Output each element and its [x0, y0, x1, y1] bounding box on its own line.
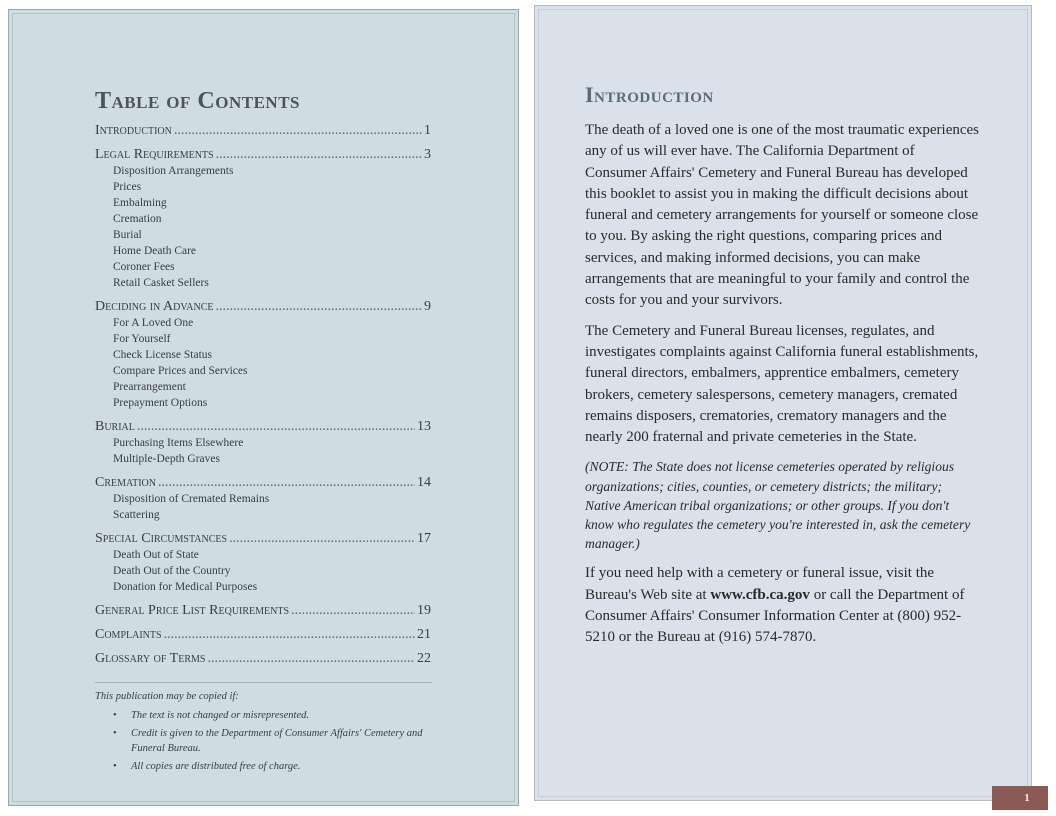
toc-subentry[interactable]: For A Loved One — [113, 317, 194, 329]
toc-subentry[interactable]: Embalming — [113, 197, 167, 209]
page-number-badge: 1 — [992, 786, 1048, 810]
copy-notice-intro: This publication may be copied if: — [95, 691, 239, 702]
toc-entry-page: 13 — [417, 419, 431, 434]
toc-entry-label: Cremation — [95, 475, 157, 490]
toc-subentry[interactable]: Compare Prices and Services — [113, 365, 248, 377]
toc-entry[interactable] — [95, 419, 431, 435]
toc-section — [95, 123, 431, 139]
toc-section — [95, 419, 431, 467]
toc-leader-dots — [216, 147, 422, 163]
toc-section — [95, 627, 431, 643]
toc-subentry[interactable]: Disposition Arrangements — [113, 165, 234, 177]
toc-entry-label: Introduction — [95, 123, 172, 138]
toc-section — [95, 475, 431, 523]
toc-leader-dots — [158, 475, 415, 491]
toc-subentry[interactable]: Burial — [113, 229, 142, 241]
toc-entry-page: 19 — [417, 603, 431, 618]
contact-text-a: If you need help with a cemetery or funeral issue, visit the Bureau's Web site at — [585, 565, 935, 603]
toc-entry-label: Special Circumstances — [95, 531, 228, 546]
toc-leader-dots — [229, 531, 415, 547]
toc-subentry[interactable]: Coroner Fees — [113, 261, 175, 273]
toc-section — [95, 651, 431, 667]
intro-paragraph-2: The Cemetery and Funeral Bureau licenses, regulates, and investigates complaints against California funeral establishments, funeral directors, embalmers, apprentice embalmers, cemetery brokers, cemetery salespersons, cemetery managers, cremated remains disposers, crematories, crematory managers and the nearly 200 fraternal and private cemeteries in the State. — [585, 322, 979, 446]
toc-leader-dots — [164, 627, 415, 643]
toc-entry-page: 21 — [417, 627, 431, 642]
toc-entry-page: 17 — [417, 531, 431, 546]
toc-entry-page: 9 — [424, 299, 431, 314]
toc-section — [95, 531, 431, 595]
toc-subentry[interactable]: Death Out of the Country — [113, 565, 231, 577]
toc-leader-dots — [291, 603, 415, 619]
toc-entry[interactable] — [95, 531, 431, 547]
copy-notice-item: • The text is not changed or misrepresented. — [95, 708, 435, 723]
toc-subentry[interactable]: For Yourself — [113, 333, 171, 345]
toc-subentry[interactable]: Home Death Care — [113, 245, 197, 257]
toc-subentry[interactable]: Prepayment Options — [113, 397, 208, 409]
toc-subentry[interactable]: Retail Casket Sellers — [113, 277, 209, 289]
intro-paragraph-contact — [585, 563, 980, 648]
toc-entry[interactable] — [95, 123, 431, 139]
copy-notice-list — [95, 708, 435, 774]
toc-subentry[interactable]: Donation for Medical Purposes — [113, 581, 258, 593]
toc-entry[interactable] — [95, 147, 431, 163]
toc-entry-label: Legal Requirements — [95, 147, 214, 162]
website-link[interactable]: www.cfb.ca.gov — [710, 586, 810, 603]
toc-subentry[interactable]: Cremation — [113, 213, 162, 225]
toc-section — [95, 147, 431, 291]
toc-entry-page: 1 — [424, 123, 431, 138]
toc-subentry[interactable]: Death Out of State — [113, 549, 199, 561]
toc-title: Table of Contents — [95, 88, 300, 114]
toc-entry-label: Complaints — [95, 627, 162, 642]
toc-leader-dots — [174, 123, 422, 139]
intro-paragraph-1: The death of a loved one is one of the most traumatic experiences any of us will ever have. The California Department of Consumer Affairs' Cemetery and Funeral Bureau has developed this booklet to assist you in making the difficult decisions about funeral and cemetery arrangements for yourself or someone close to you. By asking the right questions, comparing prices and services, and making informed decisions, you can make arrangements that are meaningful to your family and control the costs for you and your survivors. — [585, 122, 980, 309]
toc-subentry[interactable]: Prices — [113, 181, 142, 193]
toc-subentry[interactable]: Check License Status — [113, 349, 213, 361]
toc-entry-label: Burial — [95, 419, 135, 434]
contact-text-b: or call the Department of Consumer Affairs' Consumer Information Center at (800) 952-5210 or the Bureau at (916) 574-7870. — [585, 586, 965, 646]
toc-divider — [95, 682, 432, 683]
toc-entry-page: 3 — [424, 147, 431, 162]
toc-entry[interactable] — [95, 627, 431, 643]
toc-entry-label: Glossary of Terms — [95, 651, 206, 666]
toc-entry[interactable] — [95, 651, 431, 667]
toc-section — [95, 603, 431, 619]
copy-notice-item: • All copies are distributed free of charge. — [95, 759, 435, 774]
toc-entry-page: 14 — [417, 475, 431, 490]
toc-subentry[interactable]: Disposition of Cremated Remains — [113, 493, 270, 505]
toc-entry-page: 22 — [417, 651, 431, 666]
toc-subentry[interactable]: Purchasing Items Elsewhere — [113, 437, 244, 449]
toc-subentry[interactable]: Multiple-Depth Graves — [113, 453, 220, 465]
intro-title: Introduction — [585, 82, 714, 107]
intro-body — [585, 120, 980, 658]
toc-entry[interactable] — [95, 475, 431, 491]
toc-leader-dots — [137, 419, 415, 435]
toc-entry[interactable] — [95, 299, 431, 315]
toc-list — [95, 123, 431, 675]
copy-notice — [95, 689, 435, 777]
copy-notice-item: • Credit is given to the Department of Consumer Affairs' Cemetery and Funeral Bureau. — [95, 726, 435, 756]
toc-leader-dots — [207, 651, 415, 667]
toc-entry-label: Deciding in Advance — [95, 299, 214, 314]
toc-section — [95, 299, 431, 411]
toc-entry-label: General Price List Requirements — [95, 603, 290, 618]
toc-leader-dots — [215, 299, 422, 315]
toc-subentry[interactable]: Scattering — [113, 509, 160, 521]
toc-entry[interactable] — [95, 603, 431, 619]
intro-note: (NOTE: The State does not license cemeteries operated by religious organizations; cities, counties, or cemetery districts; the military; Native American tribal organizations; or other groups. If you don't know who regulates the cemetery you're interested in, ask the cemetery manager.) — [585, 459, 971, 552]
toc-subentry[interactable]: Prearrangement — [113, 381, 186, 393]
